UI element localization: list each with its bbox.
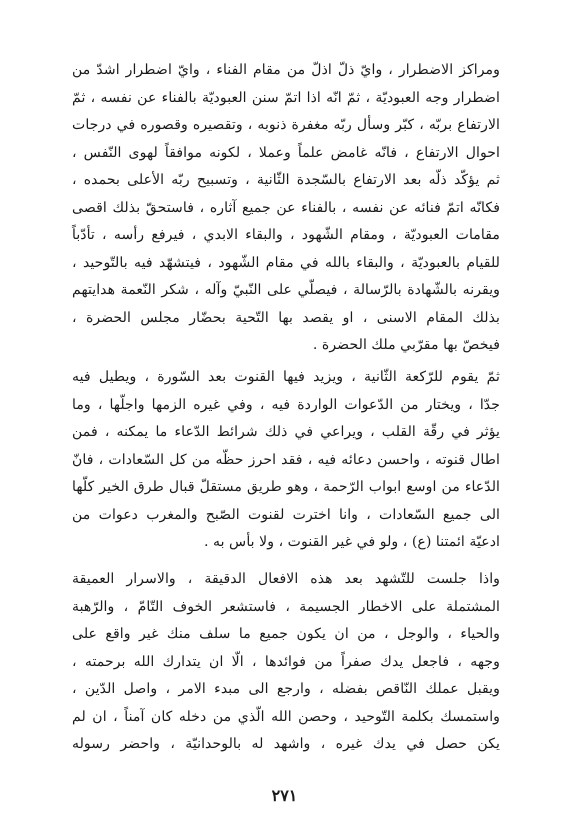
text-line: الارتفاع بربّه ، كبّر وسأل ربّه مغفرة ذنوبه ، وتقصيره وقصوره في درجات [72, 117, 500, 133]
text-line: فكانّه اتمّ فنائه عن نفسه ، بالفناء عن جميع آثاره ، فاستحقّ بذلك اقصى [72, 199, 500, 216]
text-line: ثمّ يقوم للرّكعة الثّانية ، ويزيد فيها القنوت بعد السّورة ، ويطيل فيه [72, 369, 500, 385]
text-line: ومراكز الاضطرار ، وايّ ذلّ اذلّ من مقام الفناء ، وايّ اضطرار اشدّ من [72, 62, 500, 78]
text-line: الدّعاء من اوسع ابواب الرّحمة ، وهو طريق مستقلّ قبال طرق الخير كلّها [72, 479, 500, 495]
text-line: الى جميع السّعادات ، وانا اخترت لقنوت الصّبح والمغرب دعوات من [72, 506, 500, 523]
text-line: والحياء ، والوجل ، من ان يكون جميع ما سلف منك غير واقع على [72, 626, 500, 642]
page-number: ٢٧١ [271, 786, 298, 805]
text-line: جدّا ، ويختار من الدّعوات الواردة فيه ، وفي غيره الزمها واجلّها ، وما [72, 396, 500, 413]
text-line: يؤثر في رقّة القلب ، ويراعي في ذلك شرائط الدّعاء ما يمكنه ، فمن [72, 424, 500, 440]
text-line: اطال قنوته ، واحسن دعائه فيه ، فقد احرز حظّه من كل السّعادات ، فانّ [72, 451, 500, 468]
text-line: ويقبل عملك النّاقص بفضله ، وارجع الى مبدء الامر ، واصل الدّين ، [72, 681, 500, 697]
text-line: احوال الارتفاع ، فانّه غامض علماً وعملا ، لكونه موافقاً لهوى النّفس ، [72, 144, 500, 161]
text-line: ثم يؤكّد ذلّه بعد الارتفاع بالسّجدة الثّانية ، وتسبيح ربّه الأعلى بحمده ، [72, 172, 500, 188]
text-line: بذلك المقام الاسنى ، او يقصد بها التّحية بحضّار مجلس الحضرة ، [72, 309, 500, 326]
text-line: المشتملة على الاخطار الجسيمة ، فاستشعر الخوف التّامّ ، والرّهبة [72, 598, 500, 615]
text-line: واذا جلست للتّشهد بعد هذه الافعال الدقيقة ، والاسرار العميقة [72, 571, 500, 587]
paragraph-2 [72, 364, 500, 557]
paragraph-1 [72, 57, 500, 360]
text-line: يكن حصل في يدك غيره ، واشهد له بالوحدانيّة ، واحضر رسوله [72, 736, 500, 752]
paragraph-3 [72, 566, 500, 759]
text-line: مقامات العبوديّة ، ومقام الشّهود ، والبقاء الابدي ، فيرفع رأسه ، تأدّباً [72, 227, 500, 243]
text-line: ادعيّة ائمتنا (ع) ، ولو في غير القنوت ، ولا بأس به . [203, 534, 500, 550]
text-line: اضطرار وجه العبوديّة ، ثمّ انّه اذا اتمّ سنن العبوديّة بالفناء عن نفسه ، ثمّ [72, 89, 500, 106]
text-line: للقيام بالعبوديّة ، والبقاء بالله في مقام الشّهود ، فيتشهّد فيه بالتّوحيد ، [72, 254, 500, 271]
text-line: فيخصّ بها مقرّبي ملك الحضرة . [312, 337, 500, 353]
text-line: واستمسك بكلمة التّوحيد ، وحصن الله الّذي من دخله كان آمناً ، ان لم [72, 708, 500, 725]
text-line: وجهه ، فاجعل يدك صفراً من فوائدها ، الّا ان يتدارك الله برحمته ، [72, 653, 500, 670]
text-line: ويقرنه بالشّهادة بالرّسالة ، فيصلّي على النّبيّ وآله ، شكر النّعمة هدايتهم [72, 282, 500, 298]
